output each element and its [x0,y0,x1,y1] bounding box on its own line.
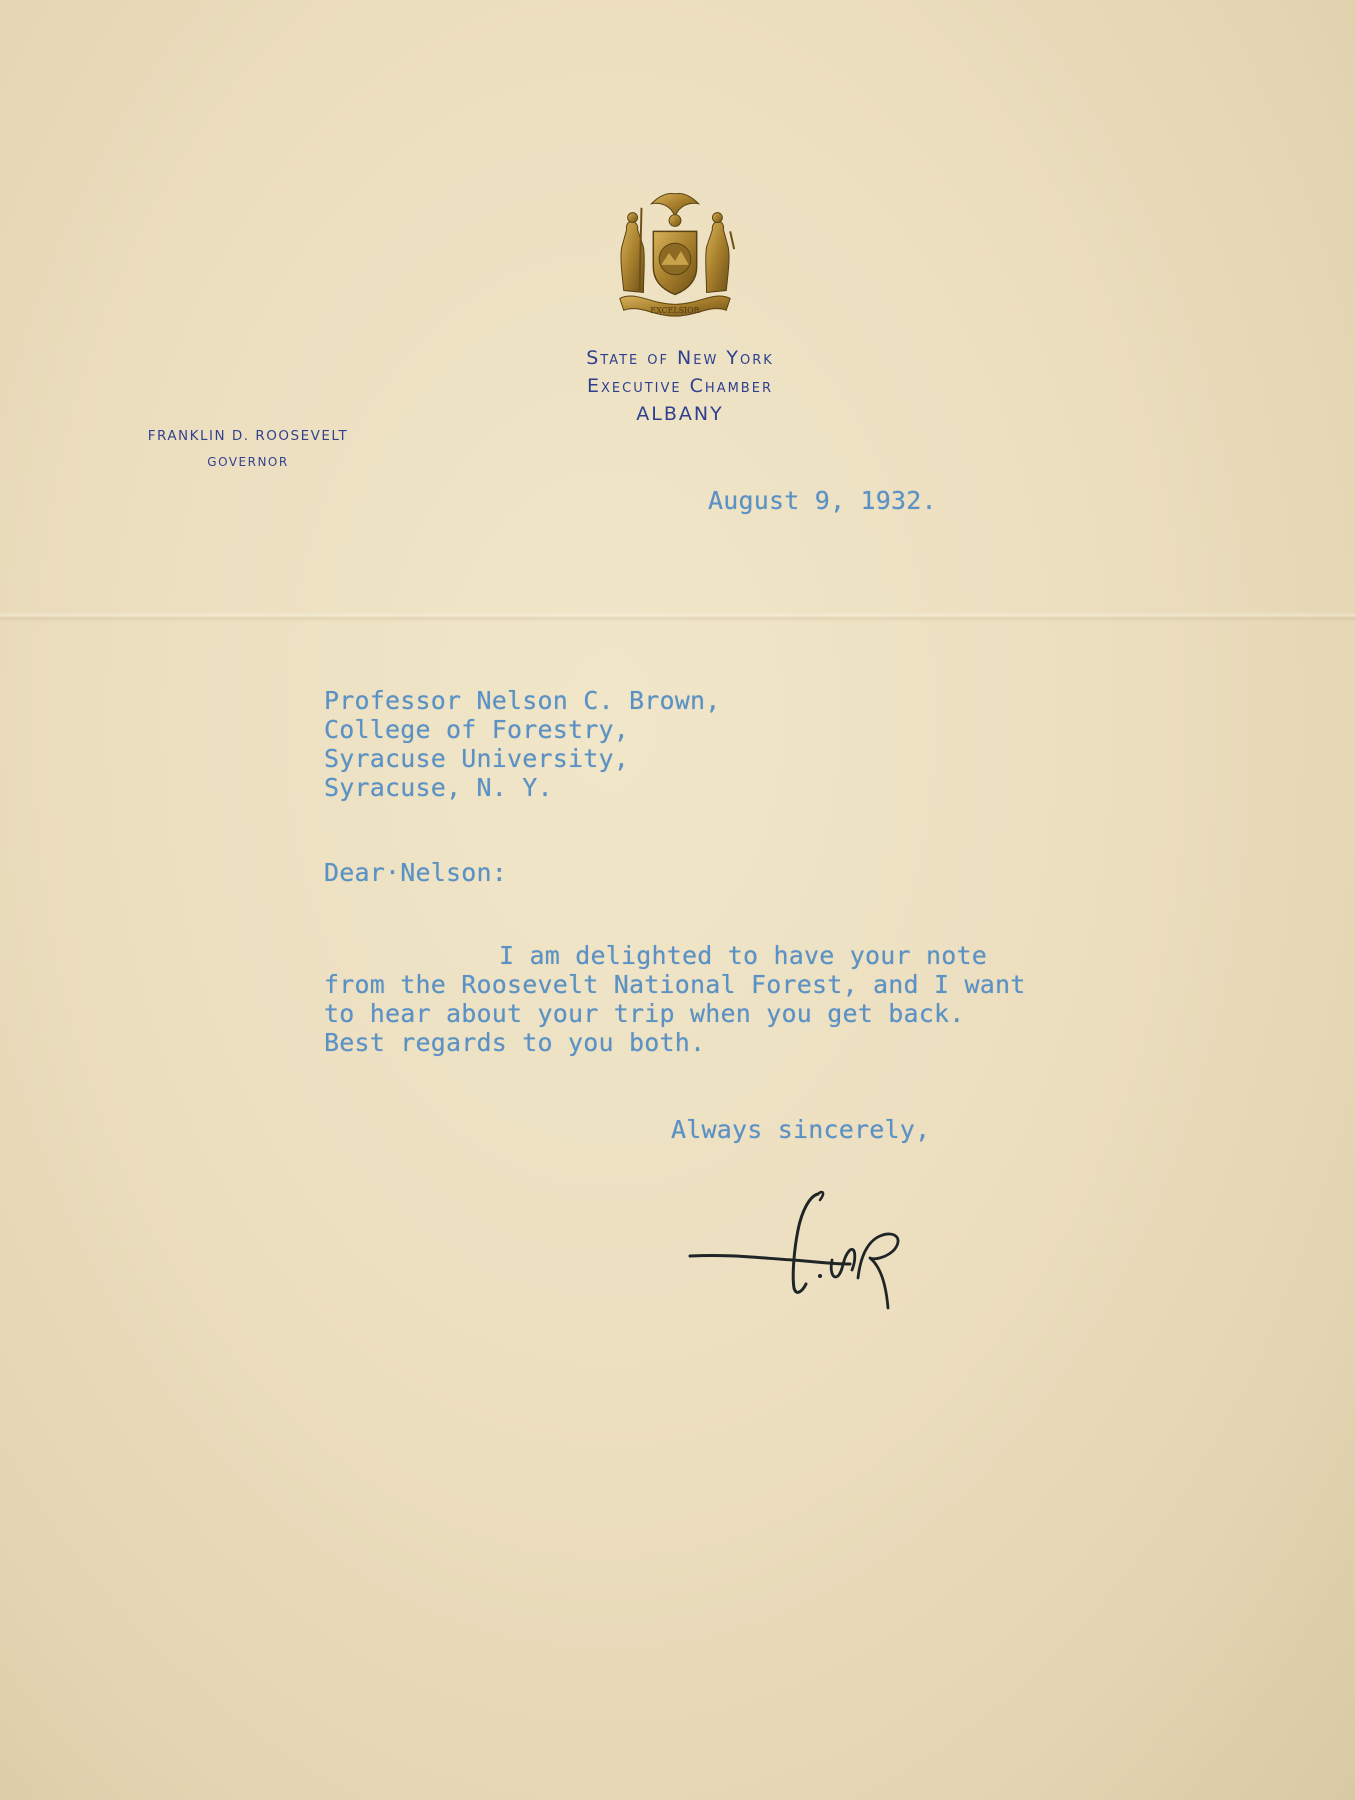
letterhead-chamber: Executive Chamber [587,375,773,397]
letterhead-city: ALBANY [636,403,724,425]
closing: Always sincerely, [671,1115,931,1144]
body-line: Best regards to you both. [324,1028,706,1057]
fold-crease [0,612,1355,622]
body-line: to hear about your trip when you get back. [324,999,965,1028]
recipient-line: Syracuse University, [324,744,630,773]
recipient-line: College of Forestry, [324,715,630,744]
letter-date: August 9, 1932. [708,486,937,515]
handwritten-signature [680,1180,950,1340]
recipient-line: Syracuse, N. Y. [324,773,553,802]
recipient-line: Professor Nelson C. Brown, [324,686,721,715]
body-line: I am delighted to have your note [499,941,988,970]
letterhead-state: State of New York [586,347,774,369]
seal-motto: EXCELSIOR [650,306,700,316]
salutation: Dear·Nelson: [324,858,508,887]
new-york-state-seal-icon [606,188,744,326]
body-line: from the Roosevelt National Forest, and I want [324,970,1026,999]
sender-title: GOVERNOR [207,455,289,469]
sender-name: FRANKLIN D. ROOSEVELT [147,428,349,444]
